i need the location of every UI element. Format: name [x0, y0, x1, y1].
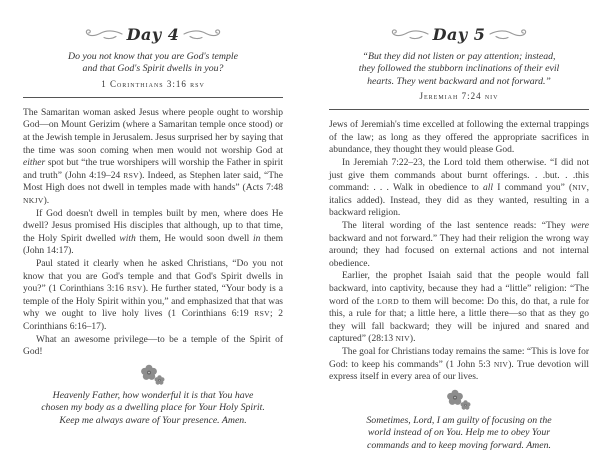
body-paragraph: If God doesn't dwell in temples built by men, where does He dwell? Jesus promised His disciples that although, up to that time, the Holy Spirit dwelled with them, He would soon dwell in them (John 14:17). [23, 208, 283, 257]
text-line: and that God's Spirit dwells in you? [82, 63, 224, 75]
flourish-right-icon [490, 27, 532, 41]
body-paragraph: In Jeremiah 7:22–23, the Lord told them otherwise. “I did not just give them commands about burnt offerings. . .but. . .this command: . . . Walk in obedience to all I command you” (NIV, italics added). Instead, they did as they wanted, resulting in a backward religion. [329, 158, 589, 219]
page-body [329, 119, 589, 383]
flower-ornament-icon [138, 364, 168, 386]
scripture-citation: 1 Corinthians 3:16 rsv [101, 78, 205, 89]
day-title: Day 4 [126, 24, 180, 44]
day-title: Day 5 [432, 24, 486, 44]
text-line: Heavenly Father, how wonderful it is that You have [52, 389, 254, 401]
prayer [23, 390, 283, 428]
page-header [23, 24, 283, 44]
divider-rule [329, 109, 589, 110]
body-paragraph: The goal for Christians today remains the same: “This is love for God: to keep his commands” (1 John 5:3 NIV). True devotion will express itself in every area of our lives. [329, 346, 589, 383]
body-paragraph: The literal wording of the last sentence reads: “They were backward and not forward.” They had their religion the wrong way around; they had focused on external actions and not internal obedience. [329, 220, 589, 269]
body-paragraph: What an awesome privilege—to be a temple of the Spirit of God! [23, 334, 283, 358]
flourish-right-icon [184, 27, 226, 41]
text-line: commands and to keep moving forward. Amen. [367, 440, 551, 452]
text-line: Sometimes, Lord, I am guilty of focusing on the [366, 414, 552, 426]
prayer [329, 415, 589, 453]
body-paragraph: Jews of Jeremiah's time excelled at following the external trappings of the law; as long as they offered the appropriate sacrifices in abundance, they thought they would please God. [329, 120, 589, 156]
flower-ornament [23, 364, 283, 386]
divider-rule [23, 97, 283, 98]
text-line: hearts. They went backward and not forward.” [367, 75, 551, 87]
text-line: Keep me always aware of Your presence. Amen. [59, 415, 247, 427]
text-line: chosen my body as a dwelling place for Your Holy Spirit. [41, 402, 265, 414]
text-line: world instead of on You. Help me to obey Your [367, 427, 551, 439]
page-body [23, 107, 283, 359]
epigraph [23, 51, 283, 76]
text-line: “But they did not listen or pay attention; instead, [362, 51, 556, 62]
text-line: they followed the stubborn inclinations of their evil [358, 63, 560, 75]
epigraph [329, 51, 589, 88]
body-paragraph: Earlier, the prophet Isaiah said that the people would fall backward, into captivity, because they had a “little” religion: “The word of the LORD to them will become: Do this, do that, a rule for this, a rule for that; a little here, a little there—so that as they go they will fall backward; they will be injured and snared and captured” (28:13 NIV). [329, 271, 589, 345]
flourish-left-icon [386, 27, 428, 41]
body-paragraph: The Samaritan woman asked Jesus where people ought to worship God—on Mount Gerizim (where a Samaritan temple once stood) or at the Jewish temple in Jerusalem. Jesus surprised her by saying that the time was soon coming when men would not worship God at either spot but “the true worshipers will worship the Father in spirit and truth” (John 4:19–24 RSV). Indeed, as Stephen later said, “The Most High does not dwell in temples made with hands” (Acts 7:48 NKJV). [23, 107, 283, 206]
right-page [306, 0, 612, 452]
left-page [0, 0, 306, 432]
flourish-left-icon [80, 27, 122, 41]
body-paragraph: Paul stated it clearly when he asked Christians, “Do you not know that you are God's temple and that God's Spirit dwells in you?” (1 Corinthians 3:16 RSV). He further stated, “Your body is a temple of the Holy Spirit within you,” and emphasized that that was why we ought to live holy lives (1 Corinthians 6:19 RSV; 2 Corinthians 6:16–17). [23, 258, 284, 332]
flower-ornament [329, 389, 589, 411]
text-line: Do you not know that you are God's temple [68, 51, 238, 62]
page-header [329, 24, 589, 44]
scripture-citation: Jeremiah 7:24 niv [419, 91, 499, 102]
flower-ornament-icon [444, 389, 474, 411]
